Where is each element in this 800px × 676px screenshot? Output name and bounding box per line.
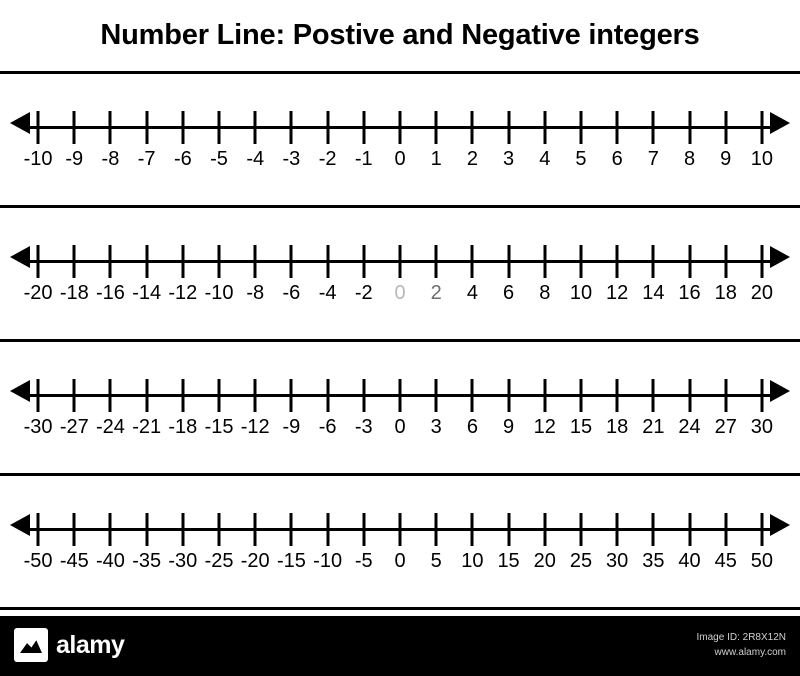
tick-label: -18 (168, 416, 198, 438)
tick-mark (652, 111, 655, 144)
tick-label: -24 (96, 416, 125, 438)
tick-label: -18 (59, 282, 89, 304)
tick-label: -12 (240, 416, 270, 438)
tick-mark (254, 111, 257, 144)
tick-mark (760, 245, 763, 278)
tick-mark (399, 111, 402, 144)
tick-mark (73, 379, 76, 412)
tick-label: -40 (96, 550, 125, 572)
tick-label: -5 (354, 550, 373, 572)
tick-mark (688, 379, 691, 412)
tick-mark (399, 245, 402, 278)
title-band (0, 0, 800, 74)
tick-mark (543, 379, 546, 412)
tick-mark (218, 379, 221, 412)
tick-mark (435, 111, 438, 144)
tick-label: 30 (606, 550, 629, 572)
tick-mark (37, 245, 40, 278)
tick-mark (471, 513, 474, 546)
tick-label: 2 (466, 148, 478, 170)
tick-label: -9 (65, 148, 84, 170)
tick-mark (73, 111, 76, 144)
tick-label: -1 (354, 148, 373, 170)
tick-mark (362, 111, 365, 144)
tick-label: -9 (282, 416, 301, 438)
tick-mark (181, 111, 184, 144)
tick-mark (652, 379, 655, 412)
tick-label: 24 (678, 416, 701, 438)
arrow-right-icon (770, 514, 790, 536)
tick-label: -2 (318, 148, 337, 170)
tick-label: 5 (575, 148, 587, 170)
tick-mark (362, 245, 365, 278)
tick-label: -10 (204, 282, 234, 304)
footer-meta (697, 630, 787, 660)
tick-label: -21 (132, 416, 162, 438)
tick-mark (543, 513, 546, 546)
tick-mark (326, 379, 329, 412)
tick-mark (724, 111, 727, 144)
tick-label: -27 (59, 416, 89, 438)
tick-mark (254, 379, 257, 412)
arrow-right-icon (770, 246, 790, 268)
tick-mark (73, 245, 76, 278)
tick-label: -8 (101, 148, 120, 170)
tick-label: 8 (539, 282, 551, 304)
tick-mark (145, 513, 148, 546)
tick-label: 0 (394, 416, 406, 438)
tick-mark (218, 111, 221, 144)
tick-label: 21 (642, 416, 665, 438)
website: www.alamy.com (714, 647, 786, 658)
tick-mark (254, 513, 257, 546)
tick-mark (435, 513, 438, 546)
tick-label: -15 (276, 550, 306, 572)
tick-label: -14 (132, 282, 162, 304)
tick-mark (616, 111, 619, 144)
number-line-panel-step-1 (0, 74, 800, 208)
tick-label: 6 (611, 148, 623, 170)
tick-label: 7 (647, 148, 659, 170)
tick-mark (435, 379, 438, 412)
tick-mark (652, 513, 655, 546)
tick-label: 12 (606, 282, 629, 304)
tick-mark (507, 379, 510, 412)
stock-footer-bar (0, 616, 800, 676)
arrow-left-icon (10, 112, 30, 134)
tick-label: -35 (132, 550, 162, 572)
tick-label: -30 (23, 416, 53, 438)
tick-label: 0 (394, 282, 406, 304)
axis-step-1 (10, 108, 790, 168)
tick-label: -10 (313, 550, 343, 572)
arrow-left-icon (10, 514, 30, 536)
tick-mark (399, 379, 402, 412)
tick-mark (109, 245, 112, 278)
tick-mark (254, 245, 257, 278)
tick-mark (760, 513, 763, 546)
tick-label: 10 (750, 148, 774, 170)
tick-label: -10 (23, 148, 53, 170)
tick-label: 3 (503, 148, 515, 170)
tick-label: 16 (678, 282, 701, 304)
tick-mark (760, 111, 763, 144)
tick-label: 14 (642, 282, 665, 304)
arrow-right-icon (770, 112, 790, 134)
arrow-left-icon (10, 246, 30, 268)
tick-mark (688, 111, 691, 144)
tick-mark (145, 245, 148, 278)
tick-label: -7 (137, 148, 156, 170)
tick-label: 9 (720, 148, 732, 170)
tick-mark (688, 245, 691, 278)
tick-label: -20 (240, 550, 270, 572)
tick-label: -50 (23, 550, 53, 572)
tick-mark (145, 111, 148, 144)
tick-label: 0 (394, 148, 406, 170)
arrow-right-icon (770, 380, 790, 402)
axis-step-2 (10, 242, 790, 302)
tick-mark (290, 111, 293, 144)
tick-label: 20 (533, 550, 556, 572)
tick-mark (616, 513, 619, 546)
tick-mark (507, 245, 510, 278)
tick-mark (109, 111, 112, 144)
tick-mark (326, 513, 329, 546)
tick-label: 3 (430, 416, 442, 438)
tick-mark (73, 513, 76, 546)
tick-label: -6 (318, 416, 337, 438)
tick-label: 25 (569, 550, 593, 572)
tick-mark (471, 245, 474, 278)
tick-mark (543, 111, 546, 144)
tick-label: 2 (430, 282, 442, 304)
tick-label: -6 (173, 148, 192, 170)
image-id: Image ID: 2R8X12N (696, 632, 786, 643)
tick-mark (543, 245, 546, 278)
tick-mark (218, 245, 221, 278)
tick-label: -45 (59, 550, 89, 572)
tick-mark (579, 379, 582, 412)
tick-label: 20 (750, 282, 774, 304)
tick-label: 4 (539, 148, 551, 170)
number-line-panel-step-2 (0, 208, 800, 342)
number-line-panel-step-5 (0, 476, 800, 610)
tick-label: -25 (204, 550, 234, 572)
tick-label: 1 (430, 148, 442, 170)
tick-mark (471, 111, 474, 144)
tick-label: 15 (569, 416, 593, 438)
tick-label: 5 (430, 550, 442, 572)
tick-label: 10 (461, 550, 484, 572)
tick-label: 6 (503, 282, 515, 304)
tick-mark (507, 513, 510, 546)
axis-step-3 (10, 376, 790, 436)
tick-label: -3 (354, 416, 373, 438)
tick-mark (181, 513, 184, 546)
tick-mark (507, 111, 510, 144)
tick-mark (471, 379, 474, 412)
tick-mark (37, 111, 40, 144)
tick-label: -12 (168, 282, 198, 304)
tick-label: -16 (96, 282, 125, 304)
tick-label: -30 (168, 550, 198, 572)
axis-step-5 (10, 510, 790, 570)
tick-label: 18 (606, 416, 629, 438)
tick-mark (109, 379, 112, 412)
tick-mark (290, 245, 293, 278)
tick-label: -15 (204, 416, 234, 438)
brand-name: alamy (56, 630, 125, 659)
alamy-logo-icon (14, 628, 48, 662)
tick-label: 45 (714, 550, 737, 572)
tick-label: 27 (714, 416, 737, 438)
tick-mark (579, 245, 582, 278)
tick-label: 35 (642, 550, 665, 572)
tick-label: -6 (282, 282, 301, 304)
tick-label: 6 (466, 416, 478, 438)
tick-mark (37, 379, 40, 412)
tick-mark (181, 379, 184, 412)
tick-mark (326, 111, 329, 144)
tick-mark (616, 379, 619, 412)
number-line-panel-step-3 (0, 342, 800, 476)
tick-label: 15 (497, 550, 520, 572)
tick-label: -4 (318, 282, 337, 304)
tick-mark (290, 513, 293, 546)
tick-mark (109, 513, 112, 546)
tick-mark (688, 513, 691, 546)
tick-label: -8 (246, 282, 265, 304)
tick-mark (724, 513, 727, 546)
tick-mark (399, 513, 402, 546)
tick-mark (145, 379, 148, 412)
tick-label: -3 (282, 148, 301, 170)
tick-mark (724, 379, 727, 412)
tick-mark (362, 379, 365, 412)
tick-mark (579, 513, 582, 546)
tick-label: 40 (678, 550, 701, 572)
tick-label: 30 (750, 416, 774, 438)
tick-mark (290, 379, 293, 412)
page-title: Number Line: Postive and Negative integers (100, 19, 700, 51)
tick-label: 50 (750, 550, 774, 572)
tick-label: -20 (23, 282, 53, 304)
tick-mark (652, 245, 655, 278)
tick-label: 9 (503, 416, 515, 438)
tick-label: -5 (210, 148, 228, 170)
tick-mark (724, 245, 727, 278)
tick-mark (579, 111, 582, 144)
tick-label: 12 (533, 416, 556, 438)
tick-mark (435, 245, 438, 278)
tick-label: 18 (714, 282, 737, 304)
tick-mark (181, 245, 184, 278)
tick-mark (326, 245, 329, 278)
tick-mark (362, 513, 365, 546)
tick-label: -2 (354, 282, 373, 304)
tick-label: 0 (394, 550, 406, 572)
tick-label: -4 (246, 148, 265, 170)
brand (14, 628, 124, 662)
tick-label: 10 (569, 282, 593, 304)
tick-label: 8 (683, 148, 696, 170)
tick-mark (616, 245, 619, 278)
tick-mark (218, 513, 221, 546)
arrow-left-icon (10, 380, 30, 402)
tick-label: 4 (466, 282, 478, 304)
tick-mark (37, 513, 40, 546)
tick-mark (760, 379, 763, 412)
